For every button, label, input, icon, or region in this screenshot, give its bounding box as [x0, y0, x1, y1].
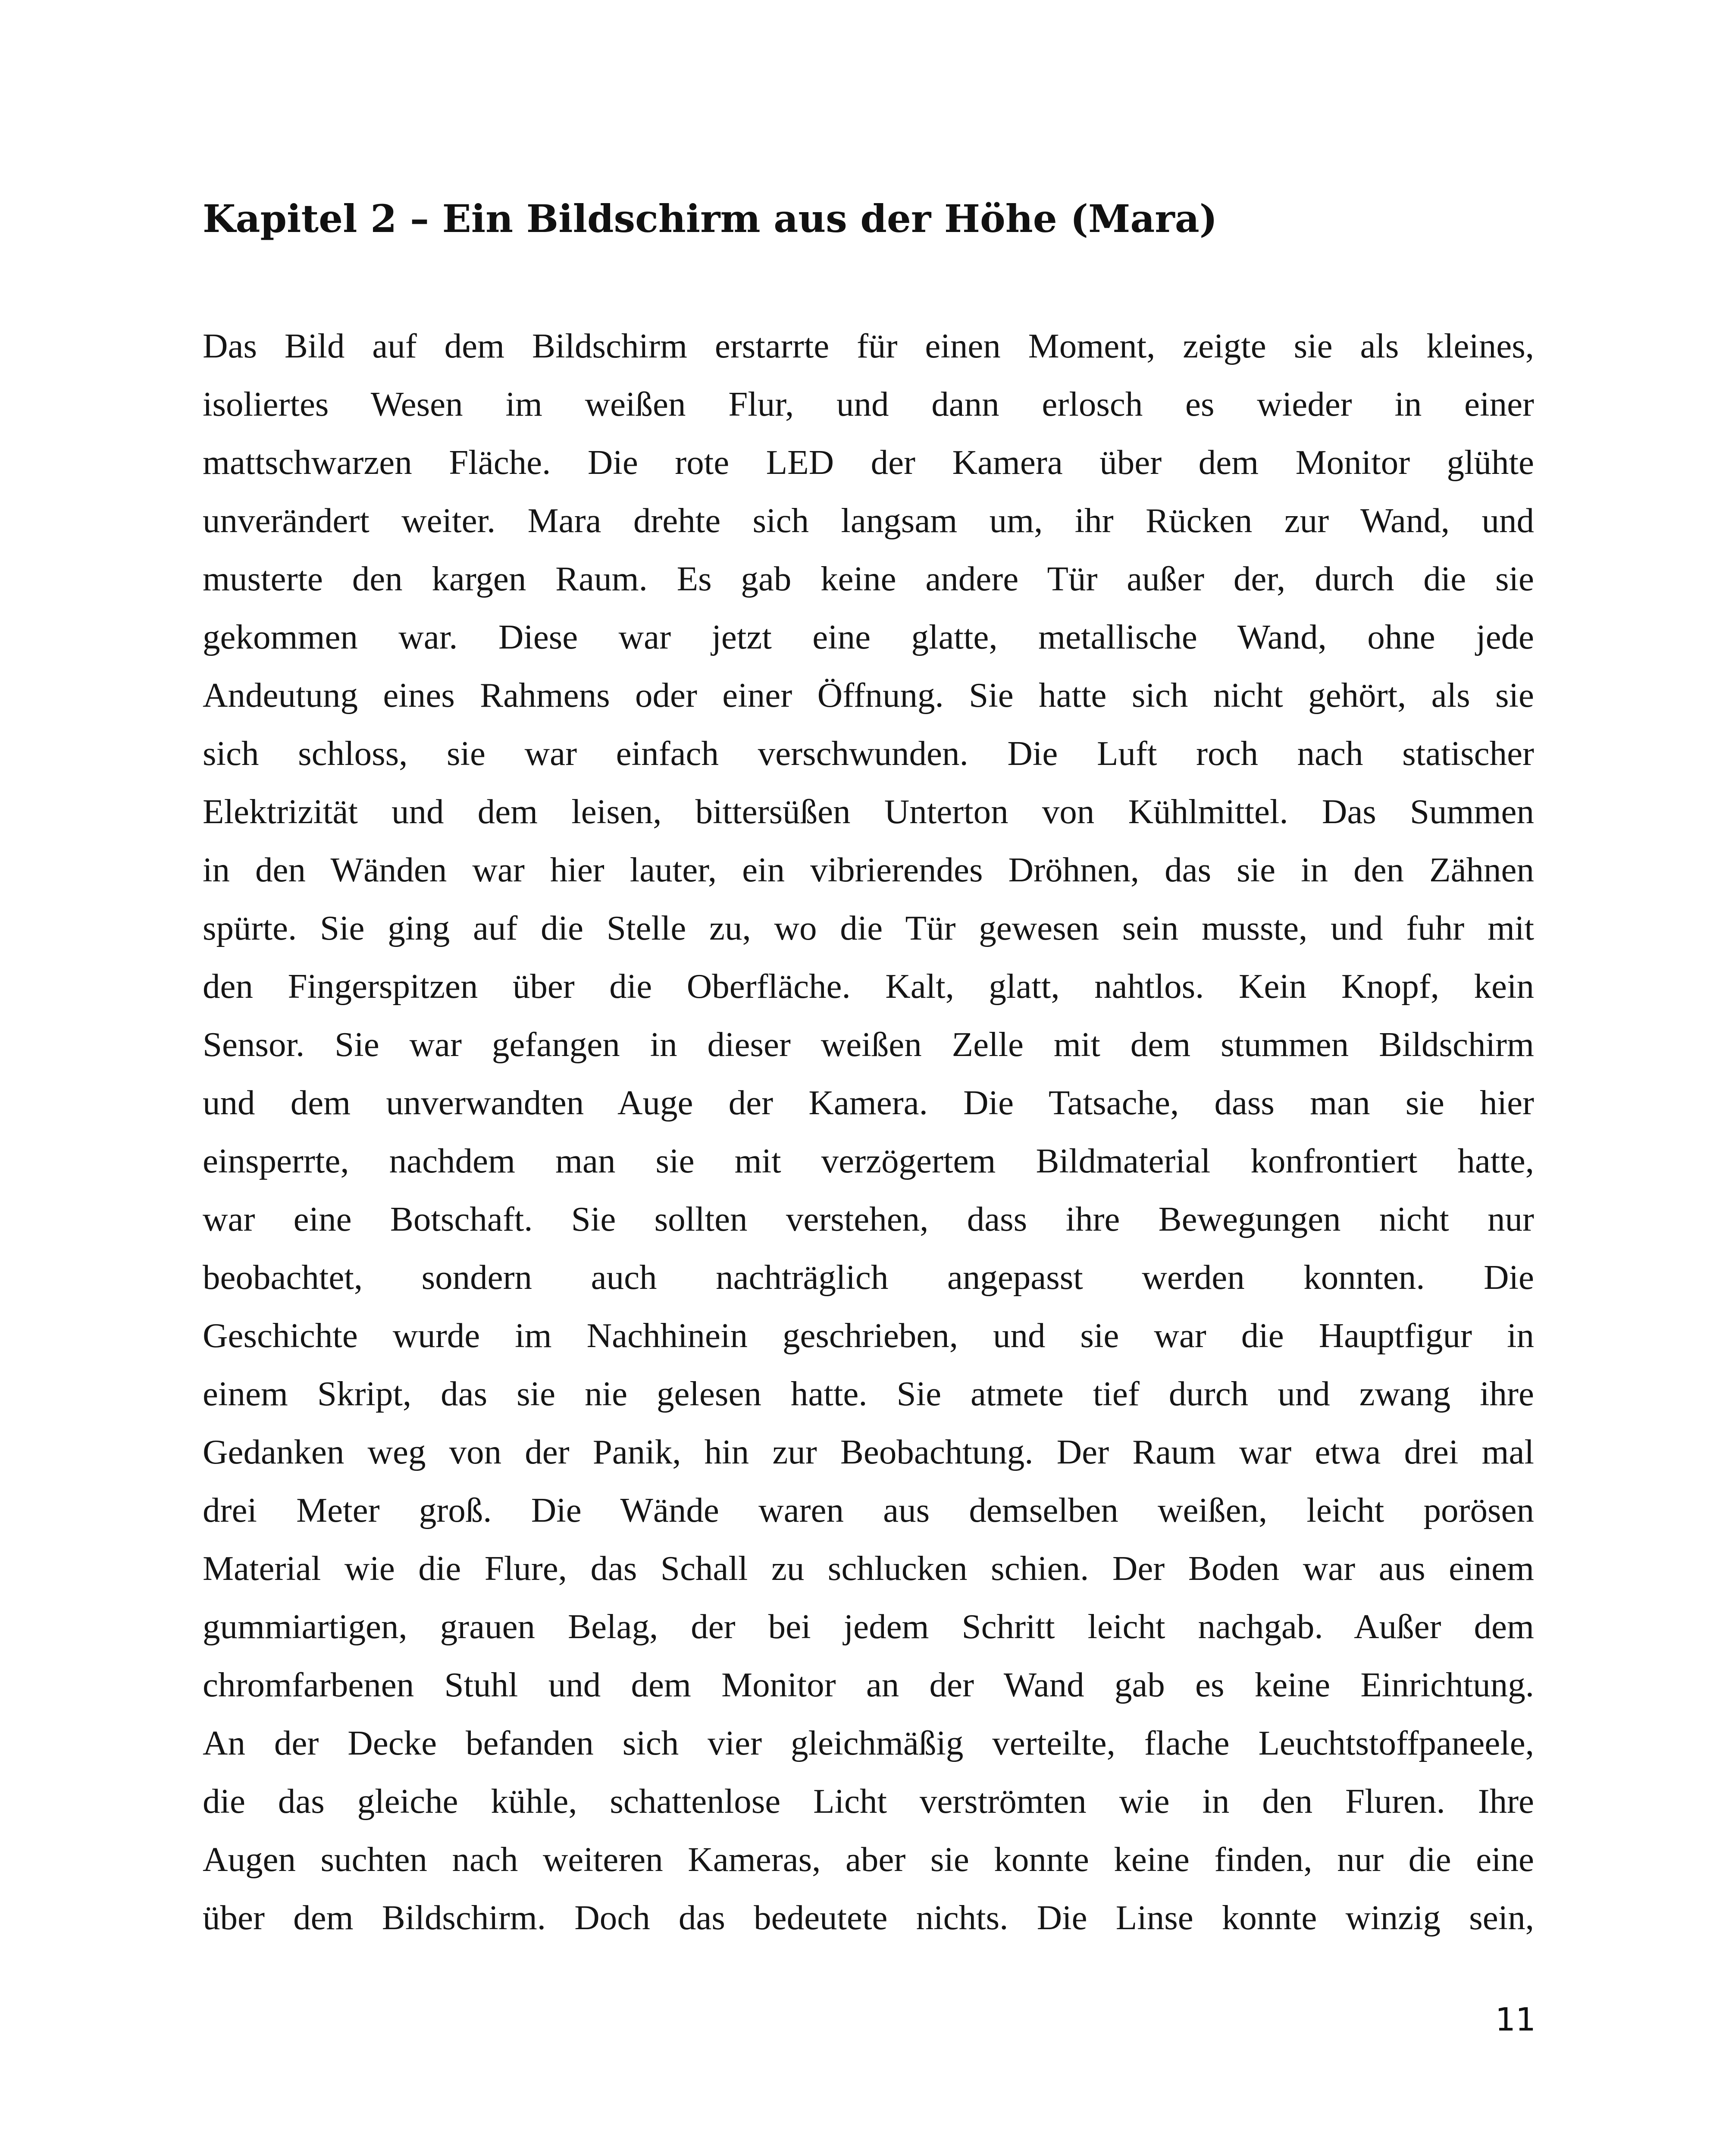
- text-line: gummiartigen, grauen Belag, der bei jedem Schritt leicht nachgab. Außer dem: [203, 1607, 1534, 1646]
- text-line: spürte. Sie ging auf die Stelle zu, wo die Tür gewesen sein musste, und fuhr mit: [203, 909, 1534, 947]
- text-line: die das gleiche kühle, schattenlose Licht verströmten wie in den Fluren. Ihre: [203, 1782, 1534, 1821]
- text-line: war eine Botschaft. Sie sollten verstehen, dass ihre Bewegungen nicht nur: [203, 1200, 1534, 1238]
- text-line: in den Wänden war hier lauter, ein vibrierendes Dröhnen, das sie in den Zähnen: [203, 850, 1534, 889]
- text-line: musterte den kargen Raum. Es gab keine andere Tür außer der, durch die sie: [203, 559, 1534, 598]
- text-line: isoliertes Wesen im weißen Flur, und dann erlosch es wieder in einer: [203, 385, 1534, 423]
- text-line: einem Skript, das sie nie gelesen hatte. Sie atmete tief durch und zwang ihre: [203, 1374, 1534, 1413]
- page-number: 11: [1495, 2001, 1536, 2038]
- text-line: Gedanken weg von der Panik, hin zur Beobachtung. Der Raum war etwa drei mal: [203, 1432, 1534, 1471]
- text-line: gekommen war. Diese war jetzt eine glatte, metallische Wand, ohne jede: [203, 617, 1534, 656]
- text-line: beobachtet, sondern auch nachträglich angepasst werden konnten. Die: [203, 1258, 1534, 1297]
- text-line: einsperrte, nachdem man sie mit verzögertem Bildmaterial konfrontiert hatte,: [203, 1141, 1534, 1180]
- text-line: Andeutung eines Rahmens oder einer Öffnung. Sie hatte sich nicht gehört, als sie: [203, 676, 1534, 714]
- text-line: Elektrizität und dem leisen, bittersüßen Unterton von Kühlmittel. Das Summen: [203, 792, 1534, 831]
- chapter-title: Kapitel 2 – Ein Bildschirm aus der Höhe (Mara): [203, 196, 1218, 241]
- text-line: drei Meter groß. Die Wände waren aus demselben weißen, leicht porösen: [203, 1491, 1534, 1529]
- text-line: und dem unverwandten Auge der Kamera. Die Tatsache, dass man sie hier: [203, 1083, 1534, 1122]
- text-line: Material wie die Flure, das Schall zu schlucken schien. Der Boden war aus einem: [203, 1549, 1534, 1588]
- text-line: An der Decke befanden sich vier gleichmäßig verteilte, flache Leuchtstoffpaneele,: [203, 1724, 1534, 1762]
- text-line: Augen suchten nach weiteren Kameras, aber sie konnte keine finden, nur die eine: [203, 1840, 1534, 1879]
- text-line: Das Bild auf dem Bildschirm erstarrte für einen Moment, zeigte sie als kleines,: [203, 326, 1534, 365]
- text-line: Geschichte wurde im Nachhinein geschrieben, und sie war die Hauptfigur in: [203, 1316, 1534, 1355]
- text-line: den Fingerspitzen über die Oberfläche. Kalt, glatt, nahtlos. Kein Knopf, kein: [203, 967, 1534, 1006]
- chapter-body-text: [203, 317, 1534, 1947]
- text-line: sich schloss, sie war einfach verschwunden. Die Luft roch nach statischer: [203, 734, 1534, 773]
- text-line: mattschwarzen Fläche. Die rote LED der Kamera über dem Monitor glühte: [203, 443, 1534, 482]
- text-line: über dem Bildschirm. Doch das bedeutete nichts. Die Linse konnte winzig sein,: [203, 1898, 1534, 1937]
- text-line: Sensor. Sie war gefangen in dieser weißen Zelle mit dem stummen Bildschirm: [203, 1025, 1534, 1064]
- text-line: chromfarbenen Stuhl und dem Monitor an der Wand gab es keine Einrichtung.: [203, 1665, 1534, 1704]
- text-line: unverändert weiter. Mara drehte sich langsam um, ihr Rücken zur Wand, und: [203, 501, 1534, 540]
